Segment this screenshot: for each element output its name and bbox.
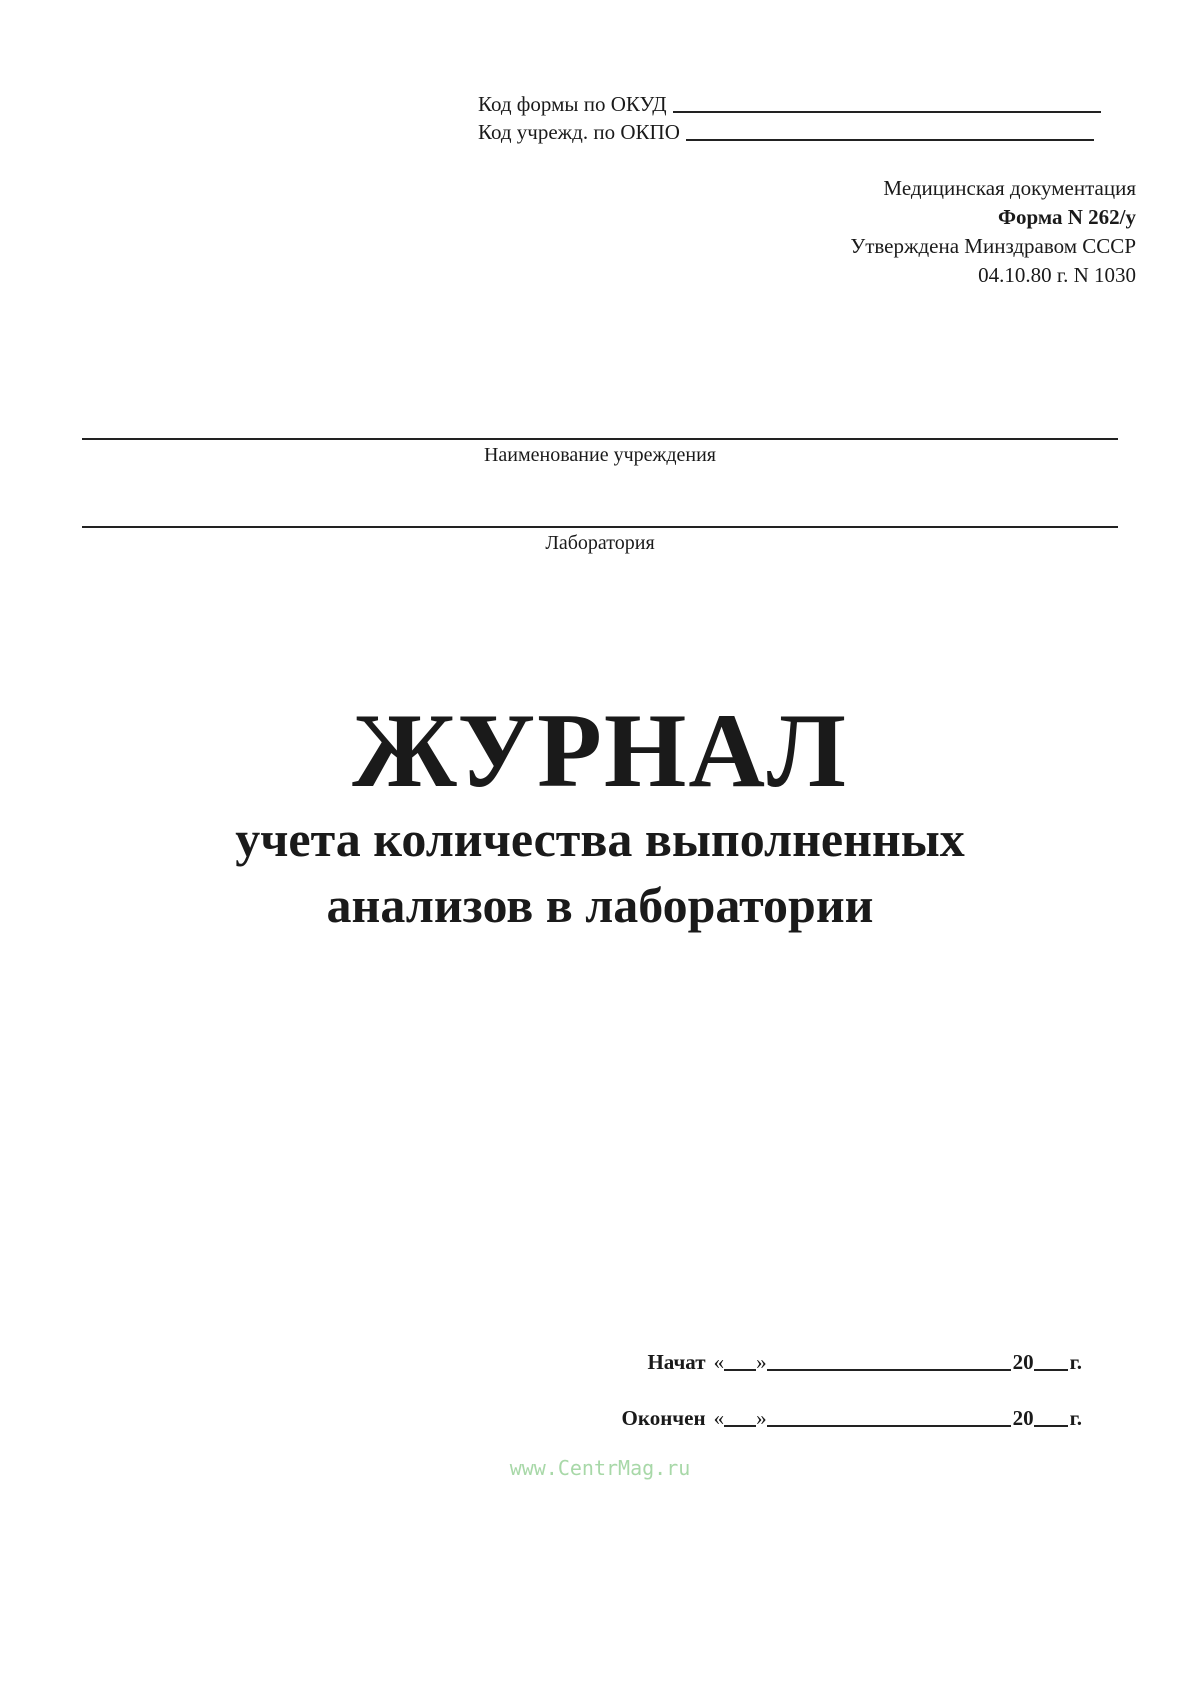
code-fields [478,88,1138,144]
laboratory-line [82,526,1118,528]
med-doc-line: Медицинская документация [883,176,1136,200]
subtitle-line-1: учета количества выполненных [235,811,965,867]
end-year-suffix: г. [1069,1406,1082,1430]
okpo-row [478,116,1138,144]
journal-title: ЖУРНАЛ [352,692,848,809]
dates-block [622,1345,1082,1457]
start-year-blank [1034,1369,1068,1371]
subtitle-line-2: анализов в лаборатории [326,877,874,933]
open-quote: « [713,1406,725,1430]
start-day-blank [724,1369,756,1371]
close-quote: » [756,1406,767,1430]
institution-name-label: Наименование учреждения [483,444,716,466]
end-day-blank [724,1425,756,1427]
form-number: Форма N 262/у [997,205,1136,229]
okpo-blank-line [686,139,1094,141]
start-year-suffix: г. [1069,1350,1082,1374]
close-quote: » [756,1350,767,1374]
okud-blank-line [673,111,1101,113]
end-year-prefix: 20 [1012,1406,1034,1430]
okpo-label: Код учрежд. по ОКПО [478,120,680,144]
start-month-blank [767,1369,1011,1371]
journal-subtitle [0,806,1200,938]
medical-doc-block [720,174,1136,290]
end-year-blank [1034,1425,1068,1427]
okud-row [478,88,1138,116]
okud-label: Код формы по ОКУД [478,92,667,116]
end-month-blank [767,1425,1011,1427]
end-label: Окончен [621,1406,706,1430]
end-date-row [622,1401,1082,1431]
approval-line: Утверждена Минздравом СССР [850,234,1136,258]
start-label: Начат [647,1350,706,1374]
open-quote: « [713,1350,725,1374]
watermark: www.CentrMag.ru [509,1456,691,1480]
start-date-row [622,1345,1082,1375]
start-year-prefix: 20 [1012,1350,1034,1374]
approval-date: 04.10.80 г. N 1030 [978,263,1136,287]
laboratory-label: Лаборатория [545,532,655,554]
institution-name-line [82,438,1118,440]
